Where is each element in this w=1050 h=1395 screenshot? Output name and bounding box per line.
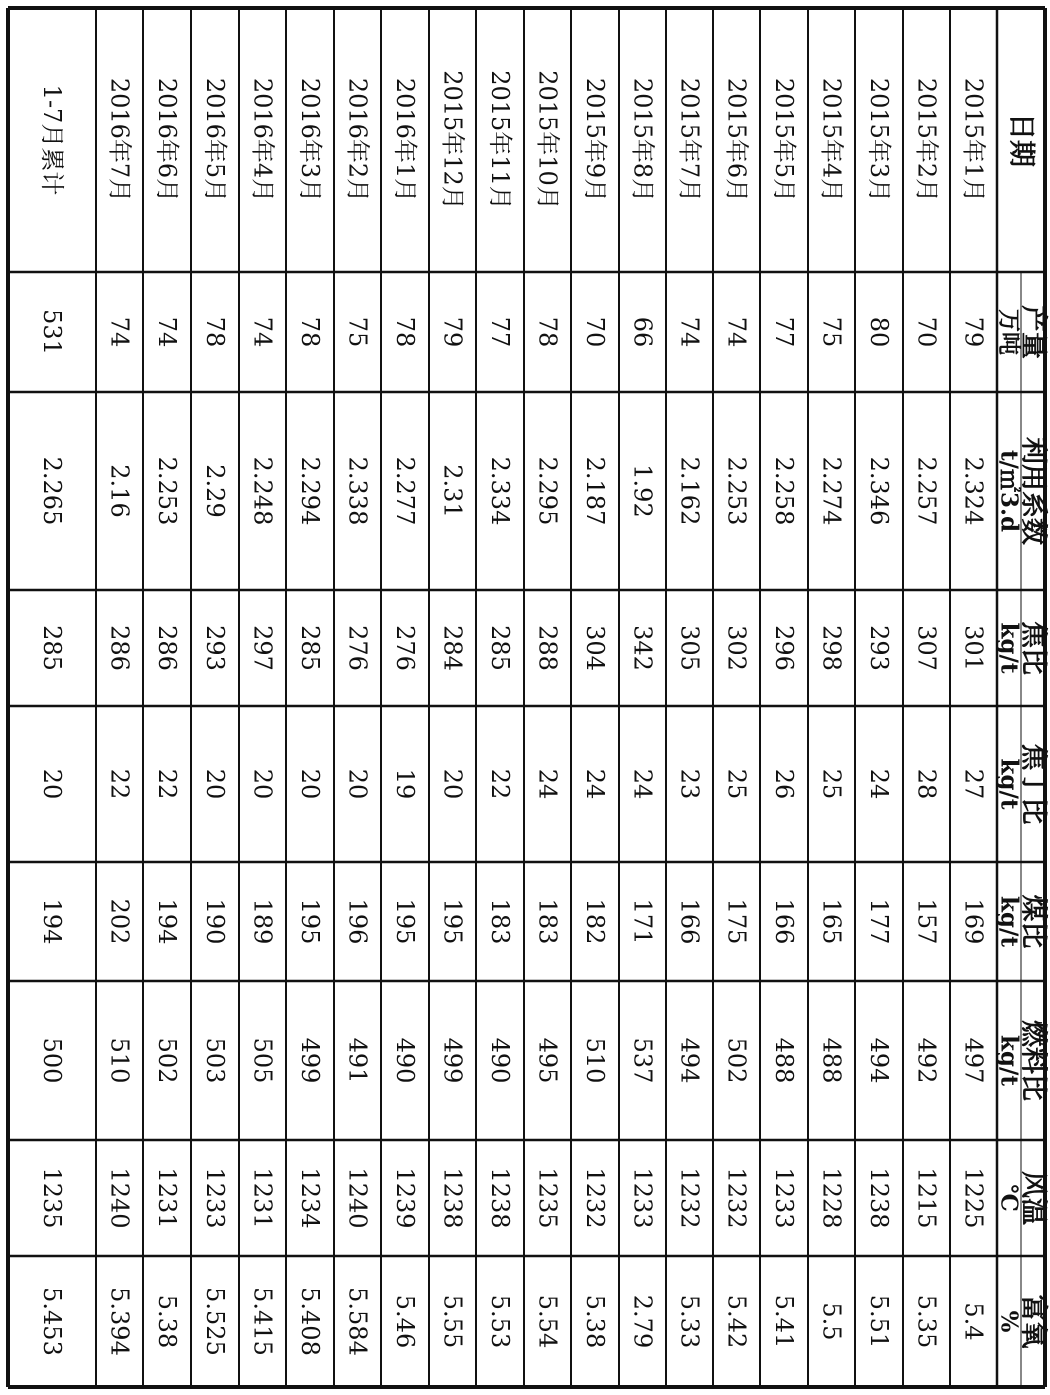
cell-r5-c2: 2.258: [770, 456, 798, 526]
cell-r5-c5: 166: [770, 898, 798, 945]
cell-r13-c8: 5.46: [391, 1294, 419, 1349]
cell-r15-c3: 285: [296, 625, 324, 671]
column-header-3: 焦比: [1017, 621, 1049, 675]
cell-r12-c1: 79: [438, 316, 467, 348]
cell-r3-c7: 1238: [865, 1167, 893, 1229]
cell-r15-c2: 2.294: [296, 456, 324, 526]
cell-r8-c6: 537: [628, 1037, 657, 1084]
cell-r6-c5: 175: [722, 898, 751, 945]
cell-r18-c5: 194: [153, 898, 181, 945]
cell-r6-c8: 5.42: [722, 1294, 751, 1349]
column-unit-5: kg/t: [995, 895, 1023, 948]
column-unit-6: kg/t: [995, 1034, 1023, 1087]
cell-r8-c1: 66: [628, 316, 657, 348]
cell-r14-c7: 1240: [343, 1167, 372, 1229]
cell-r11-c3: 285: [486, 625, 514, 671]
cell-r9-c5: 182: [581, 898, 609, 945]
column-header-4: 焦丁比: [1017, 743, 1049, 825]
cell-r19-c1: 74: [105, 316, 134, 348]
cell-r19-c2: 2.16: [105, 464, 134, 518]
cell-r13-c6: 490: [391, 1037, 419, 1084]
cell-r2-c2: 2.257: [912, 456, 941, 526]
cell-r1-c2: 2.324: [959, 456, 988, 526]
cell-r18-c7: 1231: [153, 1167, 181, 1229]
row-date-5: 2015年5月: [770, 77, 798, 203]
cell-r3-c8: 5.51: [865, 1294, 893, 1349]
cell-r9-c3: 304: [581, 625, 609, 671]
cell-r5-c3: 296: [770, 625, 798, 671]
cell-r19-c5: 202: [105, 898, 134, 945]
cell-r17-c7: 1233: [201, 1167, 229, 1229]
cell-r4-c3: 298: [817, 625, 846, 671]
cell-r8-c2: 1.92: [628, 464, 657, 518]
cell-r12-c8: 5.55: [438, 1294, 467, 1349]
cell-r10-c2: 2.295: [533, 456, 562, 526]
cell-r15-c1: 78: [296, 316, 324, 348]
cell-r12-c4: 20: [438, 768, 467, 800]
cell-r10-c5: 183: [533, 898, 562, 945]
column-unit-7: ℃: [995, 1184, 1023, 1212]
cell-r20-c1: 531: [38, 309, 66, 355]
cell-r10-c4: 24: [533, 768, 562, 800]
cell-r9-c8: 5.38: [581, 1294, 609, 1349]
cell-r16-c8: 5.415: [248, 1287, 277, 1356]
cell-r13-c4: 19: [391, 768, 419, 800]
column-unit-2: t/㎡3.d: [995, 449, 1023, 533]
cell-r2-c6: 492: [912, 1037, 941, 1084]
cell-r11-c6: 490: [486, 1037, 514, 1084]
cell-r1-c1: 79: [959, 316, 988, 348]
cell-r11-c7: 1238: [486, 1167, 514, 1229]
cell-r20-c6: 500: [38, 1037, 66, 1084]
cell-r11-c4: 22: [486, 768, 514, 800]
cell-r18-c4: 22: [153, 768, 181, 800]
cell-r19-c8: 5.394: [105, 1287, 134, 1356]
cell-r13-c3: 276: [391, 625, 419, 671]
cell-r1-c3: 301: [959, 625, 988, 671]
cell-r5-c6: 488: [770, 1037, 798, 1084]
cell-r16-c5: 189: [248, 898, 277, 945]
cell-r16-c2: 2.248: [248, 456, 277, 526]
row-date-18: 2016年6月: [153, 77, 181, 203]
cell-r12-c6: 499: [438, 1037, 467, 1084]
cell-r8-c7: 1233: [628, 1167, 657, 1229]
cell-r1-c7: 1225: [959, 1167, 988, 1229]
row-date-1: 2015年1月: [959, 77, 988, 203]
cell-r17-c4: 20: [201, 768, 229, 800]
cell-r14-c4: 20: [343, 768, 372, 800]
column-header-8: 富氧: [1017, 1294, 1049, 1349]
cell-r7-c1: 74: [675, 316, 704, 348]
row-date-4: 2015年4月: [817, 77, 846, 203]
column-unit-3: kg/t: [995, 622, 1023, 674]
cell-r2-c1: 70: [912, 316, 941, 348]
cell-r5-c1: 77: [770, 316, 798, 348]
cell-r18-c6: 502: [153, 1037, 181, 1084]
cell-r12-c5: 195: [438, 898, 467, 945]
cell-r20-c3: 285: [38, 625, 66, 671]
cell-r19-c3: 286: [105, 625, 134, 671]
cell-r5-c8: 5.41: [770, 1294, 798, 1349]
row-date-9: 2015年9月: [581, 77, 609, 203]
column-unit-8: %: [995, 1310, 1023, 1333]
cell-r11-c5: 183: [486, 898, 514, 945]
cell-r4-c2: 2.274: [817, 456, 846, 526]
cell-r16-c7: 1231: [248, 1167, 277, 1229]
cell-r9-c1: 70: [581, 316, 609, 348]
cell-r2-c5: 157: [912, 898, 941, 945]
cell-r10-c8: 5.54: [533, 1294, 562, 1349]
row-date-17: 2016年5月: [201, 77, 229, 203]
cell-r14-c5: 196: [343, 898, 372, 945]
row-date-11: 2015年11月: [486, 70, 514, 210]
cell-r1-c6: 497: [959, 1037, 988, 1084]
cell-r14-c8: 5.584: [343, 1287, 372, 1356]
cell-r7-c6: 494: [675, 1037, 704, 1084]
cell-r18-c1: 74: [153, 316, 181, 348]
column-unit-4: kg/t: [995, 758, 1023, 810]
column-header-7: 风温: [1017, 1171, 1049, 1225]
cell-r7-c2: 2.162: [675, 456, 704, 526]
cell-r9-c7: 1232: [581, 1167, 609, 1229]
cell-r7-c3: 305: [675, 625, 704, 671]
cell-r2-c7: 1215: [912, 1167, 941, 1229]
column-header-6: 燃料比: [1017, 1020, 1049, 1101]
cell-r3-c6: 494: [865, 1037, 893, 1084]
cell-r13-c7: 1239: [391, 1167, 419, 1229]
row-date-15: 2016年3月: [296, 77, 324, 203]
row-date-20: 1-7月累计: [38, 84, 66, 196]
cell-r4-c8: 5.5: [817, 1302, 846, 1341]
cell-r14-c1: 75: [343, 316, 372, 348]
cell-r7-c8: 5.33: [675, 1294, 704, 1349]
cell-r17-c2: 2.29: [201, 464, 229, 518]
cell-r17-c8: 5.525: [201, 1287, 229, 1356]
cell-r8-c3: 342: [628, 625, 657, 671]
cell-r14-c6: 491: [343, 1037, 372, 1084]
row-date-6: 2015年6月: [722, 77, 751, 203]
cell-r16-c1: 74: [248, 316, 277, 348]
cell-r8-c5: 171: [628, 898, 657, 945]
cell-r6-c3: 302: [722, 625, 751, 671]
cell-r10-c6: 495: [533, 1037, 562, 1084]
cell-r20-c2: 2.265: [38, 456, 66, 526]
row-date-3: 2015年3月: [865, 77, 893, 203]
cell-r15-c8: 5.408: [296, 1287, 324, 1356]
cell-r20-c7: 1235: [38, 1167, 66, 1229]
cell-r12-c7: 1238: [438, 1167, 467, 1229]
cell-r16-c3: 297: [248, 625, 277, 671]
cell-r3-c2: 2.346: [865, 456, 893, 526]
cell-r4-c6: 488: [817, 1037, 846, 1084]
cell-r18-c8: 5.38: [153, 1294, 181, 1349]
cell-r6-c6: 502: [722, 1037, 751, 1084]
column-header-5: 煤比: [1017, 894, 1049, 949]
cell-r6-c1: 74: [722, 316, 751, 348]
cell-r13-c1: 78: [391, 316, 419, 348]
cell-r12-c3: 284: [438, 625, 467, 671]
column-header-1: 产量: [1017, 305, 1049, 359]
cell-r10-c3: 288: [533, 625, 562, 671]
cell-r4-c1: 75: [817, 316, 846, 348]
cell-r4-c5: 165: [817, 898, 846, 945]
cell-r13-c5: 195: [391, 898, 419, 945]
cell-r6-c2: 2.253: [722, 456, 751, 526]
cell-r15-c4: 20: [296, 768, 324, 800]
cell-r16-c6: 505: [248, 1037, 277, 1084]
cell-r12-c2: 2.31: [438, 464, 467, 518]
cell-r11-c8: 5.53: [486, 1294, 514, 1349]
cell-r20-c8: 5.453: [38, 1287, 66, 1356]
row-date-7: 2015年7月: [675, 77, 704, 203]
cell-r14-c3: 276: [343, 625, 372, 671]
cell-r1-c4: 27: [959, 768, 988, 800]
cell-r4-c4: 25: [817, 768, 846, 800]
cell-r11-c1: 77: [486, 316, 514, 348]
cell-r7-c5: 166: [675, 898, 704, 945]
row-date-19: 2016年7月: [105, 77, 134, 203]
cell-r2-c8: 5.35: [912, 1294, 941, 1349]
cell-r11-c2: 2.334: [486, 456, 514, 526]
cell-r2-c3: 307: [912, 625, 941, 671]
cell-r8-c4: 24: [628, 768, 657, 800]
cell-r17-c5: 190: [201, 898, 229, 945]
row-date-8: 2015年8月: [628, 77, 657, 203]
cell-r15-c6: 499: [296, 1037, 324, 1084]
cell-r5-c4: 26: [770, 768, 798, 800]
cell-r16-c4: 20: [248, 768, 277, 800]
cell-r7-c4: 23: [675, 768, 704, 800]
cell-r1-c8: 5.4: [959, 1302, 988, 1341]
cell-r9-c6: 510: [581, 1037, 609, 1084]
cell-r6-c4: 25: [722, 768, 751, 800]
cell-r14-c2: 2.338: [343, 456, 372, 526]
cell-r10-c7: 1235: [533, 1167, 562, 1229]
cell-r3-c3: 293: [865, 625, 893, 671]
cell-r6-c7: 1232: [722, 1167, 751, 1229]
cell-r15-c5: 195: [296, 898, 324, 945]
cell-r7-c7: 1232: [675, 1167, 704, 1229]
cell-r18-c3: 286: [153, 625, 181, 671]
cell-r8-c8: 2.79: [628, 1294, 657, 1349]
row-date-14: 2016年2月: [343, 77, 372, 203]
cell-r17-c6: 503: [201, 1037, 229, 1084]
cell-r19-c6: 510: [105, 1037, 134, 1084]
cell-r3-c1: 80: [865, 316, 893, 348]
row-date-16: 2016年4月: [248, 77, 277, 203]
cell-r18-c2: 2.253: [153, 456, 181, 526]
cell-r19-c7: 1240: [105, 1167, 134, 1229]
cell-r20-c5: 194: [38, 898, 66, 945]
cell-r17-c1: 78: [201, 316, 229, 348]
row-date-13: 2016年1月: [391, 77, 419, 203]
row-date-2: 2015年2月: [912, 77, 941, 203]
row-date-12: 2015年12月: [438, 70, 467, 210]
cell-r20-c4: 20: [38, 768, 66, 800]
column-header-2: 利用系数: [1017, 437, 1049, 545]
cell-r10-c1: 78: [533, 316, 562, 348]
cell-r9-c2: 2.187: [581, 456, 609, 526]
column-unit-1: 万吨: [995, 309, 1023, 355]
cell-r2-c4: 28: [912, 768, 941, 800]
cell-r15-c7: 1234: [296, 1167, 324, 1229]
cell-r5-c7: 1233: [770, 1167, 798, 1229]
date-header: 日期: [1005, 113, 1037, 167]
cell-r3-c4: 24: [865, 768, 893, 800]
cell-r4-c7: 1228: [817, 1167, 846, 1229]
cell-r17-c3: 293: [201, 625, 229, 671]
cell-r1-c5: 169: [959, 898, 988, 945]
cell-r9-c4: 24: [581, 768, 609, 800]
cell-r13-c2: 2.277: [391, 456, 419, 526]
cell-r3-c5: 177: [865, 898, 893, 945]
cell-r19-c4: 22: [105, 768, 134, 800]
row-date-10: 2015年10月: [533, 70, 562, 210]
